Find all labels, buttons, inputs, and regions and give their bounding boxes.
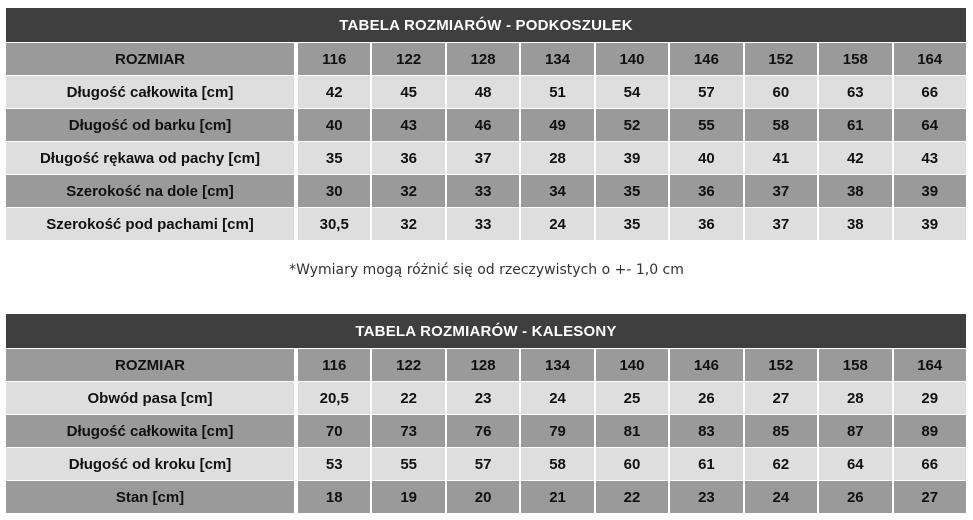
table-row	[6, 175, 966, 207]
table-cell: 24	[521, 208, 593, 240]
table-cell: 81	[596, 415, 668, 447]
table-cell: 22	[372, 382, 444, 414]
table-row	[6, 76, 966, 108]
table-cell: 89	[894, 415, 966, 447]
table-title: TABELA ROZMIARÓW - PODKOSZULEK	[6, 8, 966, 42]
table-cell: 26	[819, 481, 891, 513]
row-label: Długość całkowita [cm]	[6, 76, 294, 108]
size-col-header: 140	[596, 43, 668, 75]
table-cell: 64	[894, 109, 966, 141]
size-header-label: ROZMIAR	[6, 43, 294, 75]
table-cell: 32	[372, 175, 444, 207]
table-cell: 60	[745, 76, 817, 108]
size-col-header: 158	[819, 349, 891, 381]
table-cell: 39	[894, 208, 966, 240]
table-cell: 28	[521, 142, 593, 174]
table-row	[6, 208, 966, 240]
size-col-header: 152	[745, 43, 817, 75]
row-label: Długość całkowita [cm]	[6, 415, 294, 447]
table-cell: 46	[447, 109, 519, 141]
table-cell: 38	[819, 175, 891, 207]
size-col-header: 128	[447, 349, 519, 381]
row-label: Stan [cm]	[6, 481, 294, 513]
table-cell: 35	[596, 175, 668, 207]
size-col-header: 122	[372, 43, 444, 75]
size-col-header: 140	[596, 349, 668, 381]
table-cell: 58	[745, 109, 817, 141]
table-cell: 20	[447, 481, 519, 513]
table-cell: 27	[894, 481, 966, 513]
table-cell: 32	[372, 208, 444, 240]
measurement-note: *Wymiary mogą różnić się od rzeczywistych o +- 1,0 cm	[289, 262, 684, 278]
size-table-undershirt	[6, 8, 966, 240]
table-cell: 40	[298, 109, 370, 141]
table-cell: 64	[819, 448, 891, 480]
table-cell: 28	[819, 382, 891, 414]
table-cell: 83	[670, 415, 742, 447]
table-cell: 38	[819, 208, 891, 240]
table-cell: 43	[372, 109, 444, 141]
table-cell: 23	[670, 481, 742, 513]
table-cell: 61	[670, 448, 742, 480]
table-cell: 24	[745, 481, 817, 513]
table-cell: 29	[894, 382, 966, 414]
table-cell: 27	[745, 382, 817, 414]
table-cell: 66	[894, 76, 966, 108]
table-cell: 87	[819, 415, 891, 447]
size-col-header: 146	[670, 43, 742, 75]
table-cell: 70	[298, 415, 370, 447]
table-cell: 62	[745, 448, 817, 480]
row-label: Szerokość na dole [cm]	[6, 175, 294, 207]
table-cell: 79	[521, 415, 593, 447]
table-cell: 53	[298, 448, 370, 480]
table-cell: 25	[596, 382, 668, 414]
table-cell: 52	[596, 109, 668, 141]
table-cell: 76	[447, 415, 519, 447]
size-col-header: 134	[521, 349, 593, 381]
size-header-row	[6, 349, 966, 381]
size-col-header: 116	[298, 349, 370, 381]
table-cell: 51	[521, 76, 593, 108]
table-cell: 66	[894, 448, 966, 480]
table-cell: 63	[819, 76, 891, 108]
table-cell: 42	[819, 142, 891, 174]
table-cell: 57	[670, 76, 742, 108]
table-cell: 73	[372, 415, 444, 447]
size-col-header: 116	[298, 43, 370, 75]
size-col-header: 122	[372, 349, 444, 381]
size-col-header: 128	[447, 43, 519, 75]
table-cell: 18	[298, 481, 370, 513]
table-cell: 33	[447, 208, 519, 240]
table-row	[6, 142, 966, 174]
table-cell: 45	[372, 76, 444, 108]
table-cell: 37	[745, 208, 817, 240]
table-cell: 41	[745, 142, 817, 174]
size-header-label: ROZMIAR	[6, 349, 294, 381]
table-cell: 39	[596, 142, 668, 174]
table-cell: 26	[670, 382, 742, 414]
table-row	[6, 481, 966, 513]
table-cell: 48	[447, 76, 519, 108]
table-cell: 42	[298, 76, 370, 108]
table-cell: 30	[298, 175, 370, 207]
size-header-row	[6, 43, 966, 75]
size-col-header: 164	[894, 43, 966, 75]
table-cell: 54	[596, 76, 668, 108]
row-label: Szerokość pod pachami [cm]	[6, 208, 294, 240]
table-cell: 23	[447, 382, 519, 414]
table-cell: 43	[894, 142, 966, 174]
table-cell: 57	[447, 448, 519, 480]
table-cell: 37	[447, 142, 519, 174]
table-cell: 58	[521, 448, 593, 480]
row-label: Długość od kroku [cm]	[6, 448, 294, 480]
table-cell: 35	[298, 142, 370, 174]
size-col-header: 164	[894, 349, 966, 381]
table-cell: 21	[521, 481, 593, 513]
table-cell: 85	[745, 415, 817, 447]
size-table-longjohns	[6, 314, 966, 513]
table-title: TABELA ROZMIARÓW - KALESONY	[6, 314, 966, 348]
table-row	[6, 109, 966, 141]
table-cell: 36	[670, 175, 742, 207]
table-row	[6, 415, 966, 447]
row-label: Długość od barku [cm]	[6, 109, 294, 141]
size-col-header: 158	[819, 43, 891, 75]
table-cell: 22	[596, 481, 668, 513]
table-cell: 19	[372, 481, 444, 513]
table-cell: 20,5	[298, 382, 370, 414]
table-row	[6, 448, 966, 480]
table-cell: 55	[372, 448, 444, 480]
table-cell: 35	[596, 208, 668, 240]
table-cell: 39	[894, 175, 966, 207]
table-cell: 61	[819, 109, 891, 141]
table-cell: 33	[447, 175, 519, 207]
table-cell: 36	[670, 208, 742, 240]
table-cell: 36	[372, 142, 444, 174]
table-cell: 49	[521, 109, 593, 141]
row-label: Długość rękawa od pachy [cm]	[6, 142, 294, 174]
size-col-header: 134	[521, 43, 593, 75]
table-cell: 34	[521, 175, 593, 207]
table-cell: 40	[670, 142, 742, 174]
size-col-header: 152	[745, 349, 817, 381]
table-cell: 24	[521, 382, 593, 414]
size-col-header: 146	[670, 349, 742, 381]
table-cell: 30,5	[298, 208, 370, 240]
table-row	[6, 382, 966, 414]
table-cell: 60	[596, 448, 668, 480]
row-label: Obwód pasa [cm]	[6, 382, 294, 414]
table-cell: 37	[745, 175, 817, 207]
table-cell: 55	[670, 109, 742, 141]
